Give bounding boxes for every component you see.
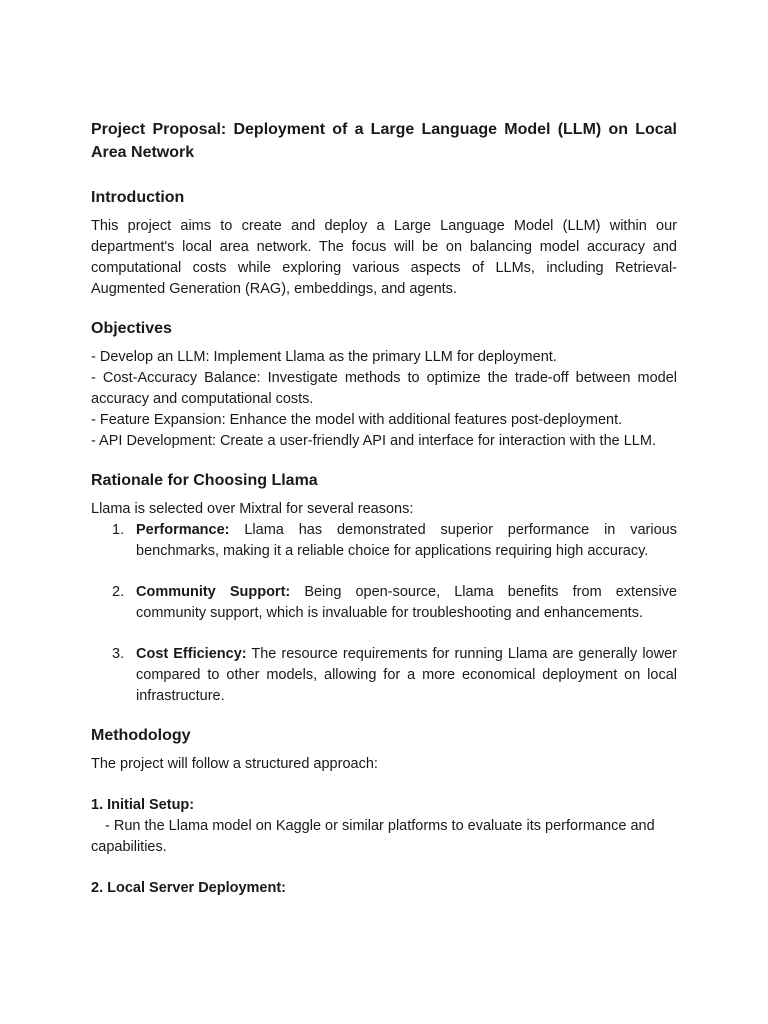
methodology-heading: Methodology [91, 727, 191, 744]
methodology-section [91, 726, 677, 899]
objective-item: - Develop an LLM: Implement Llama as the primary LLM for deployment. [91, 349, 557, 365]
reason-number: 2. [112, 584, 125, 600]
reason-label: Community Support: [136, 584, 291, 600]
reason-text: The resource requirements for running Llama are generally lower compared to other models, allowing for a more economical deployment on local infrastructure. [136, 646, 677, 704]
objectives-heading: Objectives [91, 320, 172, 337]
objective-item: - Feature Expansion: Enhance the model with additional features post-deployment. [91, 412, 623, 428]
document-title: Project Proposal: Deployment of a Large Language Model (LLM) on Local Area Network [91, 121, 677, 161]
reasons-list [91, 520, 677, 707]
methodology-intro: The project will follow a structured approach: [91, 756, 378, 772]
reason-number: 3. [112, 646, 125, 662]
reason-item [91, 582, 677, 624]
introduction-text: This project aims to create and deploy a Large Language Model (LLM) within our department's local area network. The focus will be on balancing model accuracy and computational costs while exploring various aspects of LLMs, including Retrieval-Augmented Generation (RAG), embeddings, and agents. [91, 218, 677, 297]
reason-label: Performance: [136, 522, 230, 538]
reason-item [91, 520, 677, 562]
introduction-section [91, 188, 677, 300]
rationale-heading: Rationale for Choosing Llama [91, 472, 318, 489]
reason-label: Cost Efficiency: [136, 646, 247, 662]
objective-item: - API Development: Create a user-friendly API and interface for interaction with the LLM. [91, 433, 656, 449]
rationale-intro: Llama is selected over Mixtral for several reasons: [91, 501, 414, 517]
step-title: 1. Initial Setup: [91, 797, 195, 813]
objective-item: - Cost-Accuracy Balance: Investigate methods to optimize the trade-off between model accuracy and computational costs. [91, 370, 677, 407]
reason-text: Being open-source, Llama benefits from extensive community support, which is invaluable for troubleshooting and enhancements. [136, 584, 677, 621]
introduction-heading: Introduction [91, 189, 185, 206]
step-title: 2. Local Server Deployment: [91, 880, 287, 896]
reason-text: Llama has demonstrated superior performance in various benchmarks, making it a reliable choice for applications requiring high accuracy. [136, 522, 677, 559]
step-text: - Run the Llama model on Kaggle or similar platforms to evaluate its performance and capabilities. [91, 818, 655, 855]
objectives-section [91, 319, 677, 452]
rationale-section [91, 471, 677, 707]
reason-number: 1. [112, 522, 125, 538]
reason-item [91, 644, 677, 707]
